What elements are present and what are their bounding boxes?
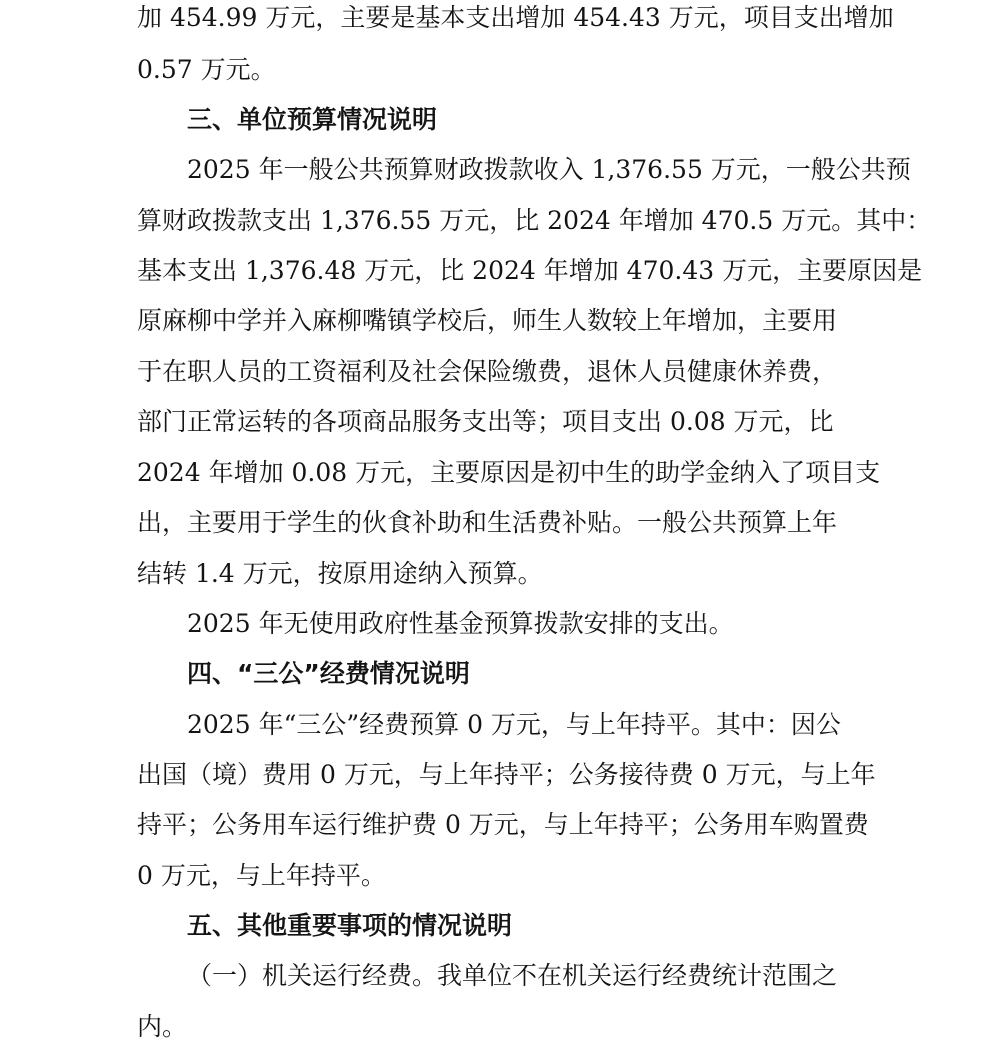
body-text-line: 0 万元，与上年持平。 — [137, 861, 386, 890]
body-text-line: 算财政拨款支出 1,376.55 万元，比 2024 年增加 470.5 万元。其中： — [137, 206, 932, 235]
body-text-line: （一）机关运行经费。我单位不在机关运行经费统计范围之 — [187, 961, 838, 990]
body-text-line: 持平；公务用车运行维护费 0 万元，与上年持平；公务用车购置费 — [137, 810, 869, 839]
body-text-line: 内。 — [137, 1012, 188, 1041]
body-text-line: 2024 年增加 0.08 万元，主要原因是初中生的助学金纳入了项目支 — [137, 458, 881, 487]
section-heading: 三、单位预算情况说明 — [187, 105, 438, 134]
body-text-line: 出国（境）费用 0 万元，与上年持平；公务接待费 0 万元，与上年 — [137, 760, 876, 789]
body-text-line: 于在职人员的工资福利及社会保险缴费，退休人员健康休养费， — [137, 357, 838, 386]
body-text-line: 结转 1.4 万元，按原用途纳入预算。 — [137, 559, 543, 588]
body-text-line: 0.57 万元。 — [137, 55, 276, 84]
body-text-line: 2025 年“三公”经费预算 0 万元，与上年持平。其中：因公 — [187, 710, 841, 739]
body-text-line: 部门正常运转的各项商品服务支出等；项目支出 0.08 万元，比 — [137, 407, 834, 436]
body-text-line: 2025 年一般公共预算财政拨款收入 1,376.55 万元，一般公共预 — [187, 155, 911, 184]
body-text-line: 加 454.99 万元，主要是基本支出增加 454.43 万元，项目支出增加 — [137, 3, 894, 32]
section-heading: 五、其他重要事项的情况说明 — [187, 911, 513, 940]
body-text-line: 出，主要用于学生的伙食补助和生活费补贴。一般公共预算上年 — [137, 508, 838, 537]
body-text-line: 基本支出 1,376.48 万元，比 2024 年增加 470.43 万元，主要原因是 — [137, 256, 923, 285]
body-text-line: 原麻柳中学并入麻柳嘴镇学校后，师生人数较上年增加，主要用 — [137, 306, 838, 335]
body-text-line: 2025 年无使用政府性基金预算拨款安排的支出。 — [187, 609, 734, 638]
section-heading: 四、“三公”经费情况说明 — [187, 659, 470, 688]
